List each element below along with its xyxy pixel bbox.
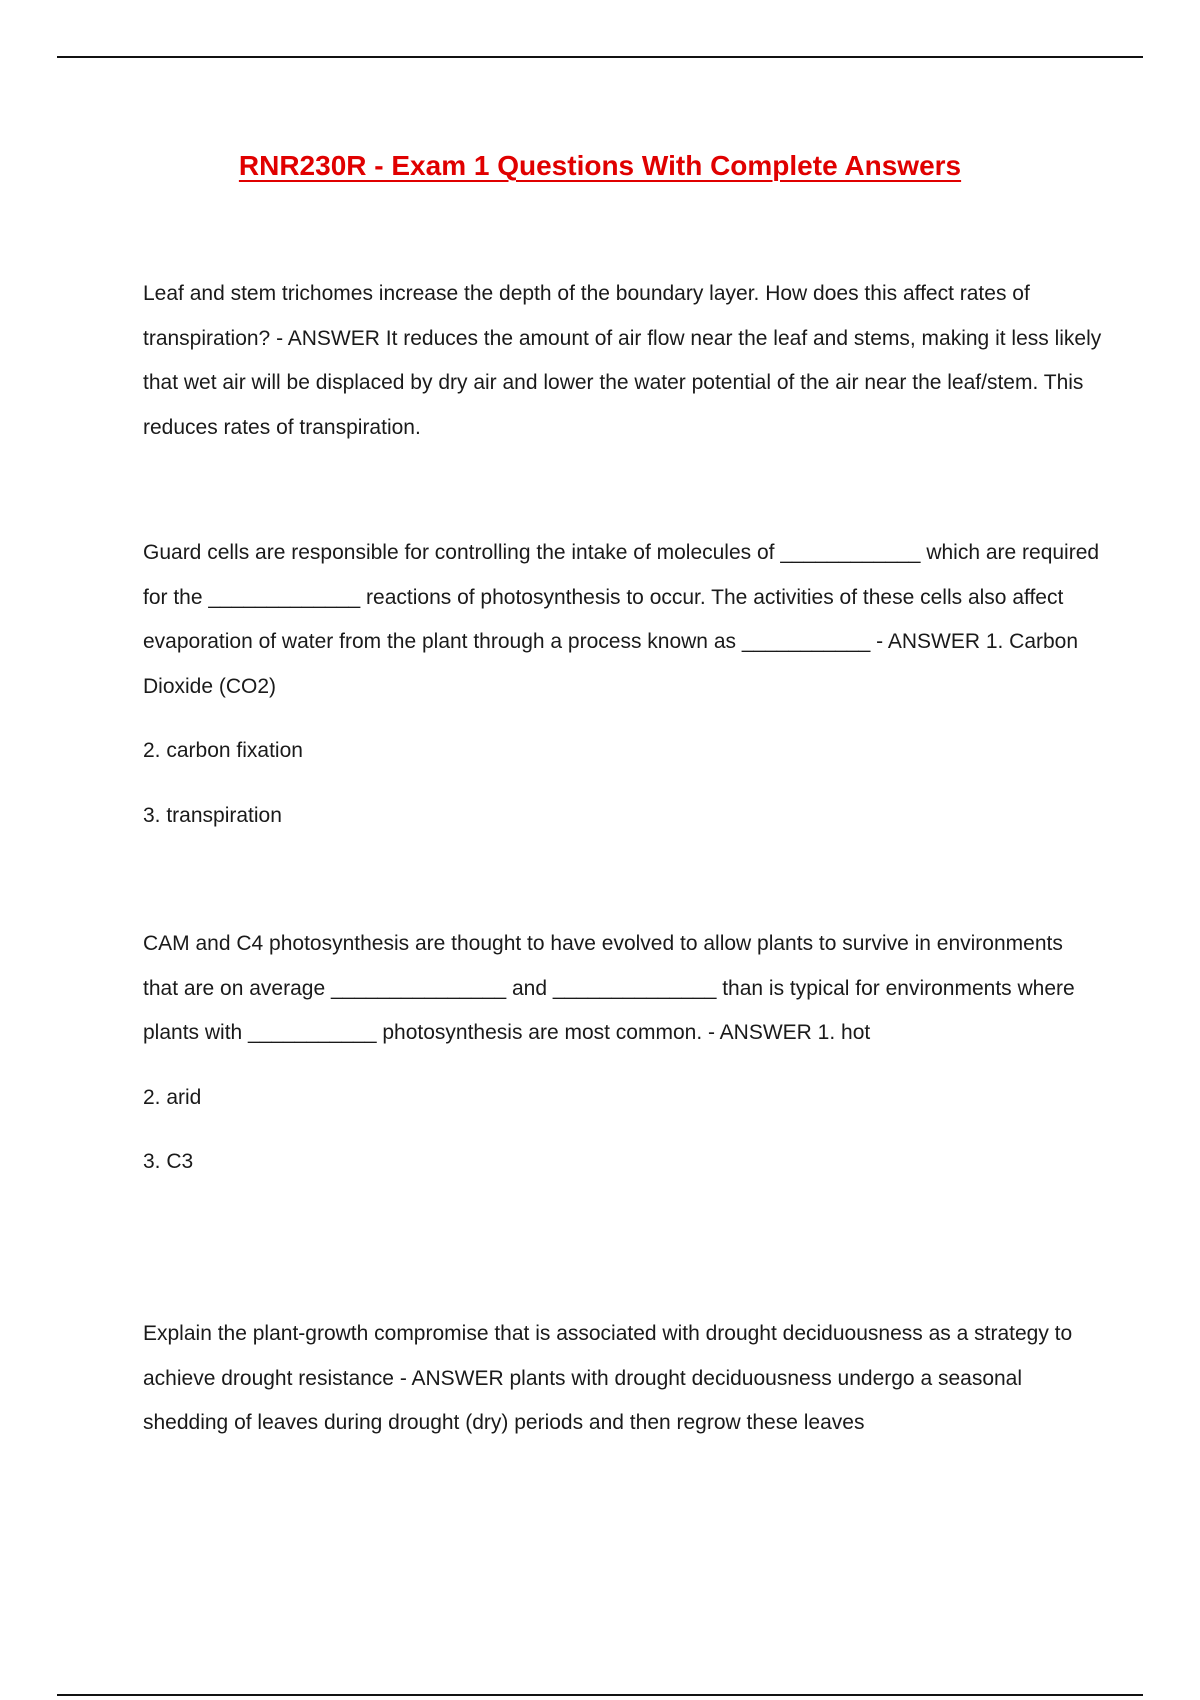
page-title-text: RNR230R - Exam 1 Questions With Complete Answers <box>238 150 962 181</box>
qa-text: Leaf and stem trichomes increase the depth of the boundary layer. How does this affect rates of transpiration? - ANSWER It reduces the amount of air flow near the leaf and stems, making it less likely that wet air will be displaced by dry air and lower the water potential of the air near the leaf/stem. This reduces rates of transpiration. <box>143 282 1102 439</box>
answer-line: 3. transpiration <box>143 803 282 827</box>
page-title <box>0 146 1200 183</box>
qa-item <box>143 531 1103 838</box>
qa-text: Guard cells are responsible for controlling the intake of molecules of ____________ which are required for the _____________ reactions of photosynthesis to occur. The activities of these cells also affect evaporation of water from the plant through a process known as ___________ - ANSWER 1. Carbon Dioxide (CO2) <box>143 541 1100 698</box>
footer-rule <box>57 1694 1143 1696</box>
qa-text: CAM and C4 photosynthesis are thought to have evolved to allow plants to survive in environments that are on average _______________ and ______________ than is typical for environments where plants with ___________ photosynthesis are most common. - ANSWER 1. hot <box>143 932 1075 1044</box>
answer-line: 2. arid <box>143 1085 202 1109</box>
qa-item <box>143 272 1103 450</box>
answer-line: 2. carbon fixation <box>143 739 303 762</box>
qa-item <box>143 922 1103 1185</box>
answer-line: 3. C3 <box>143 1150 194 1173</box>
qa-item <box>143 1312 1103 1446</box>
header-rule <box>57 56 1143 58</box>
qa-text: Explain the plant-growth compromise that is associated with drought deciduousness as a strategy to achieve drought resistance - ANSWER plants with drought deciduousness undergo a seasonal shedding of leaves during drought (dry) periods and then regrow these leaves <box>143 1322 1073 1434</box>
